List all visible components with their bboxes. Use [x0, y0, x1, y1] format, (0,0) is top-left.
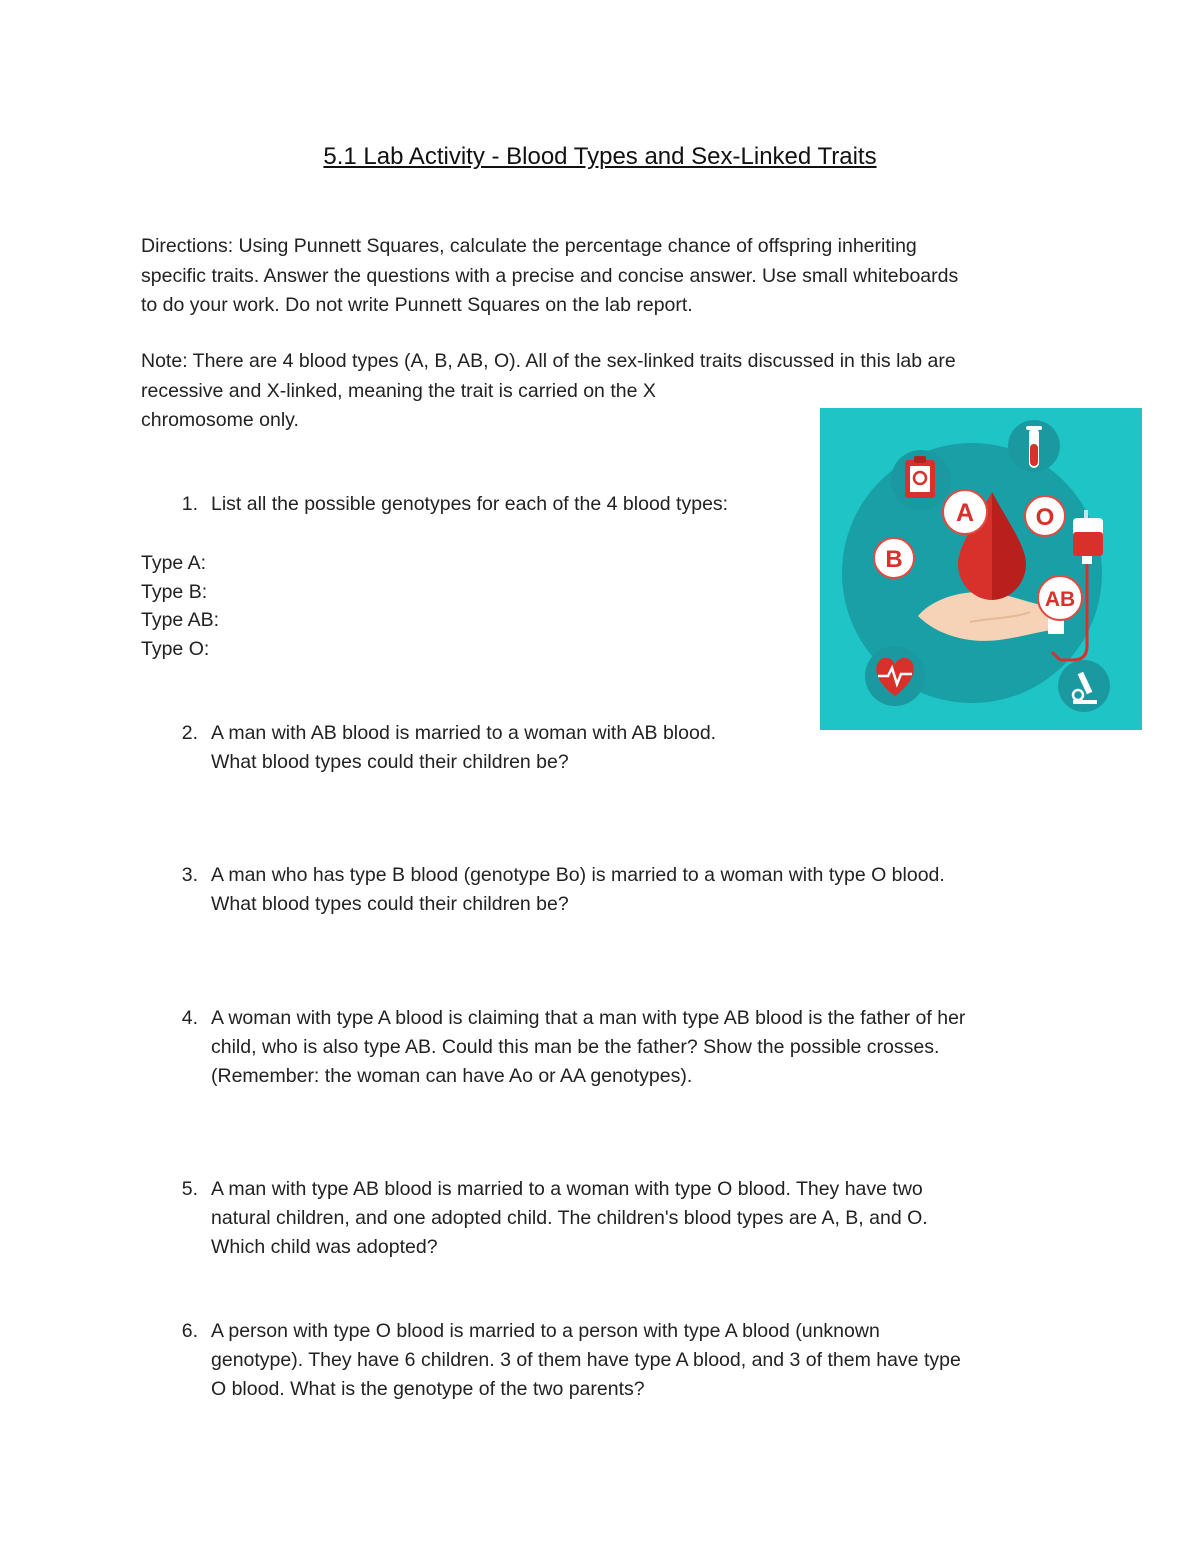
blood-type-list: [141, 549, 219, 663]
microscope-icon: [1058, 660, 1110, 712]
question-line: natural children, and one adopted child. The children's blood types are A, B, and O.: [211, 1207, 928, 1229]
test-tube-icon: [1008, 420, 1060, 472]
question-line: genotype). They have 6 children. 3 of them have type A blood, and 3 of them have type: [211, 1349, 961, 1371]
question-line: A woman with type A blood is claiming that a man with type AB blood is the father of her: [211, 1007, 966, 1029]
blood-type-o: Type O:: [141, 637, 210, 660]
blood-type-a: Type A:: [141, 552, 207, 574]
question-number: 5.: [181, 1178, 198, 1200]
question-line: A man who has type B blood (genotype Bo) is married to a woman with type O blood.: [211, 864, 945, 886]
question-3-text: [211, 861, 1071, 919]
badge-b: [874, 538, 914, 578]
badge-o-label: O: [1035, 504, 1055, 531]
question-line: O blood. What is the genotype of the two parents?: [211, 1378, 645, 1400]
blood-donation-illustration: [820, 408, 1142, 730]
badge-a-label: A: [955, 499, 975, 527]
question-number: 1.: [181, 493, 198, 515]
question-6-text: [211, 1317, 1071, 1404]
directions-line: Directions: Using Punnett Squares, calculate the percentage chance of offspring inheriting: [141, 235, 917, 257]
question-number: 2.: [181, 722, 198, 744]
badge-o: [1025, 496, 1065, 536]
question-line: (Remember: the woman can have Ao or AA genotypes).: [211, 1065, 693, 1087]
directions-line: specific traits. Answer the questions with a precise and concise answer. Use small whiteboards: [141, 264, 959, 287]
question-line: What blood types could their children be?: [211, 751, 569, 773]
badge-a: [943, 490, 987, 534]
blood-type-b: Type B:: [141, 580, 208, 603]
question-line: What blood types could their children be?: [211, 893, 569, 915]
directions-line: to do your work. Do not write Punnett Squares on the lab report.: [141, 294, 693, 316]
clipboard-icon: [891, 450, 951, 510]
question-number: 4.: [181, 1007, 198, 1029]
blood-type-ab: Type AB:: [141, 609, 220, 631]
question-number: 3.: [181, 864, 198, 886]
question-line: List all the possible genotypes for each of the 4 blood types:: [211, 493, 729, 515]
question-line: A man with type AB blood is married to a woman with type O blood. They have two: [211, 1178, 923, 1200]
directions-paragraph: [141, 232, 1061, 321]
badge-ab-label: AB: [1044, 588, 1076, 611]
badge-b-label: B: [885, 546, 903, 573]
question-5-text: [211, 1175, 1071, 1262]
question-line: Which child was adopted?: [211, 1236, 438, 1258]
question-4-text: [211, 1004, 1071, 1091]
question-line: A person with type O blood is married to a person with type A blood (unknown: [211, 1320, 880, 1342]
heart-pulse-icon: [865, 646, 925, 706]
page-title: 5.1 Lab Activity - Blood Types and Sex-Linked Traits: [323, 143, 877, 170]
badge-ab: [1038, 576, 1082, 620]
note-line: Note: There are 4 blood types (A, B, AB, O). All of the sex-linked traits discussed in this lab are: [141, 350, 956, 372]
question-line: child, who is also type AB. Could this man be the father? Show the possible crosses.: [211, 1036, 940, 1058]
note-line: chromosome only.: [141, 409, 299, 431]
question-line: A man with AB blood is married to a woman with AB blood.: [211, 722, 717, 744]
question-number: 6.: [181, 1320, 198, 1342]
note-line: recessive and X-linked, meaning the trait is carried on the X: [141, 379, 656, 402]
